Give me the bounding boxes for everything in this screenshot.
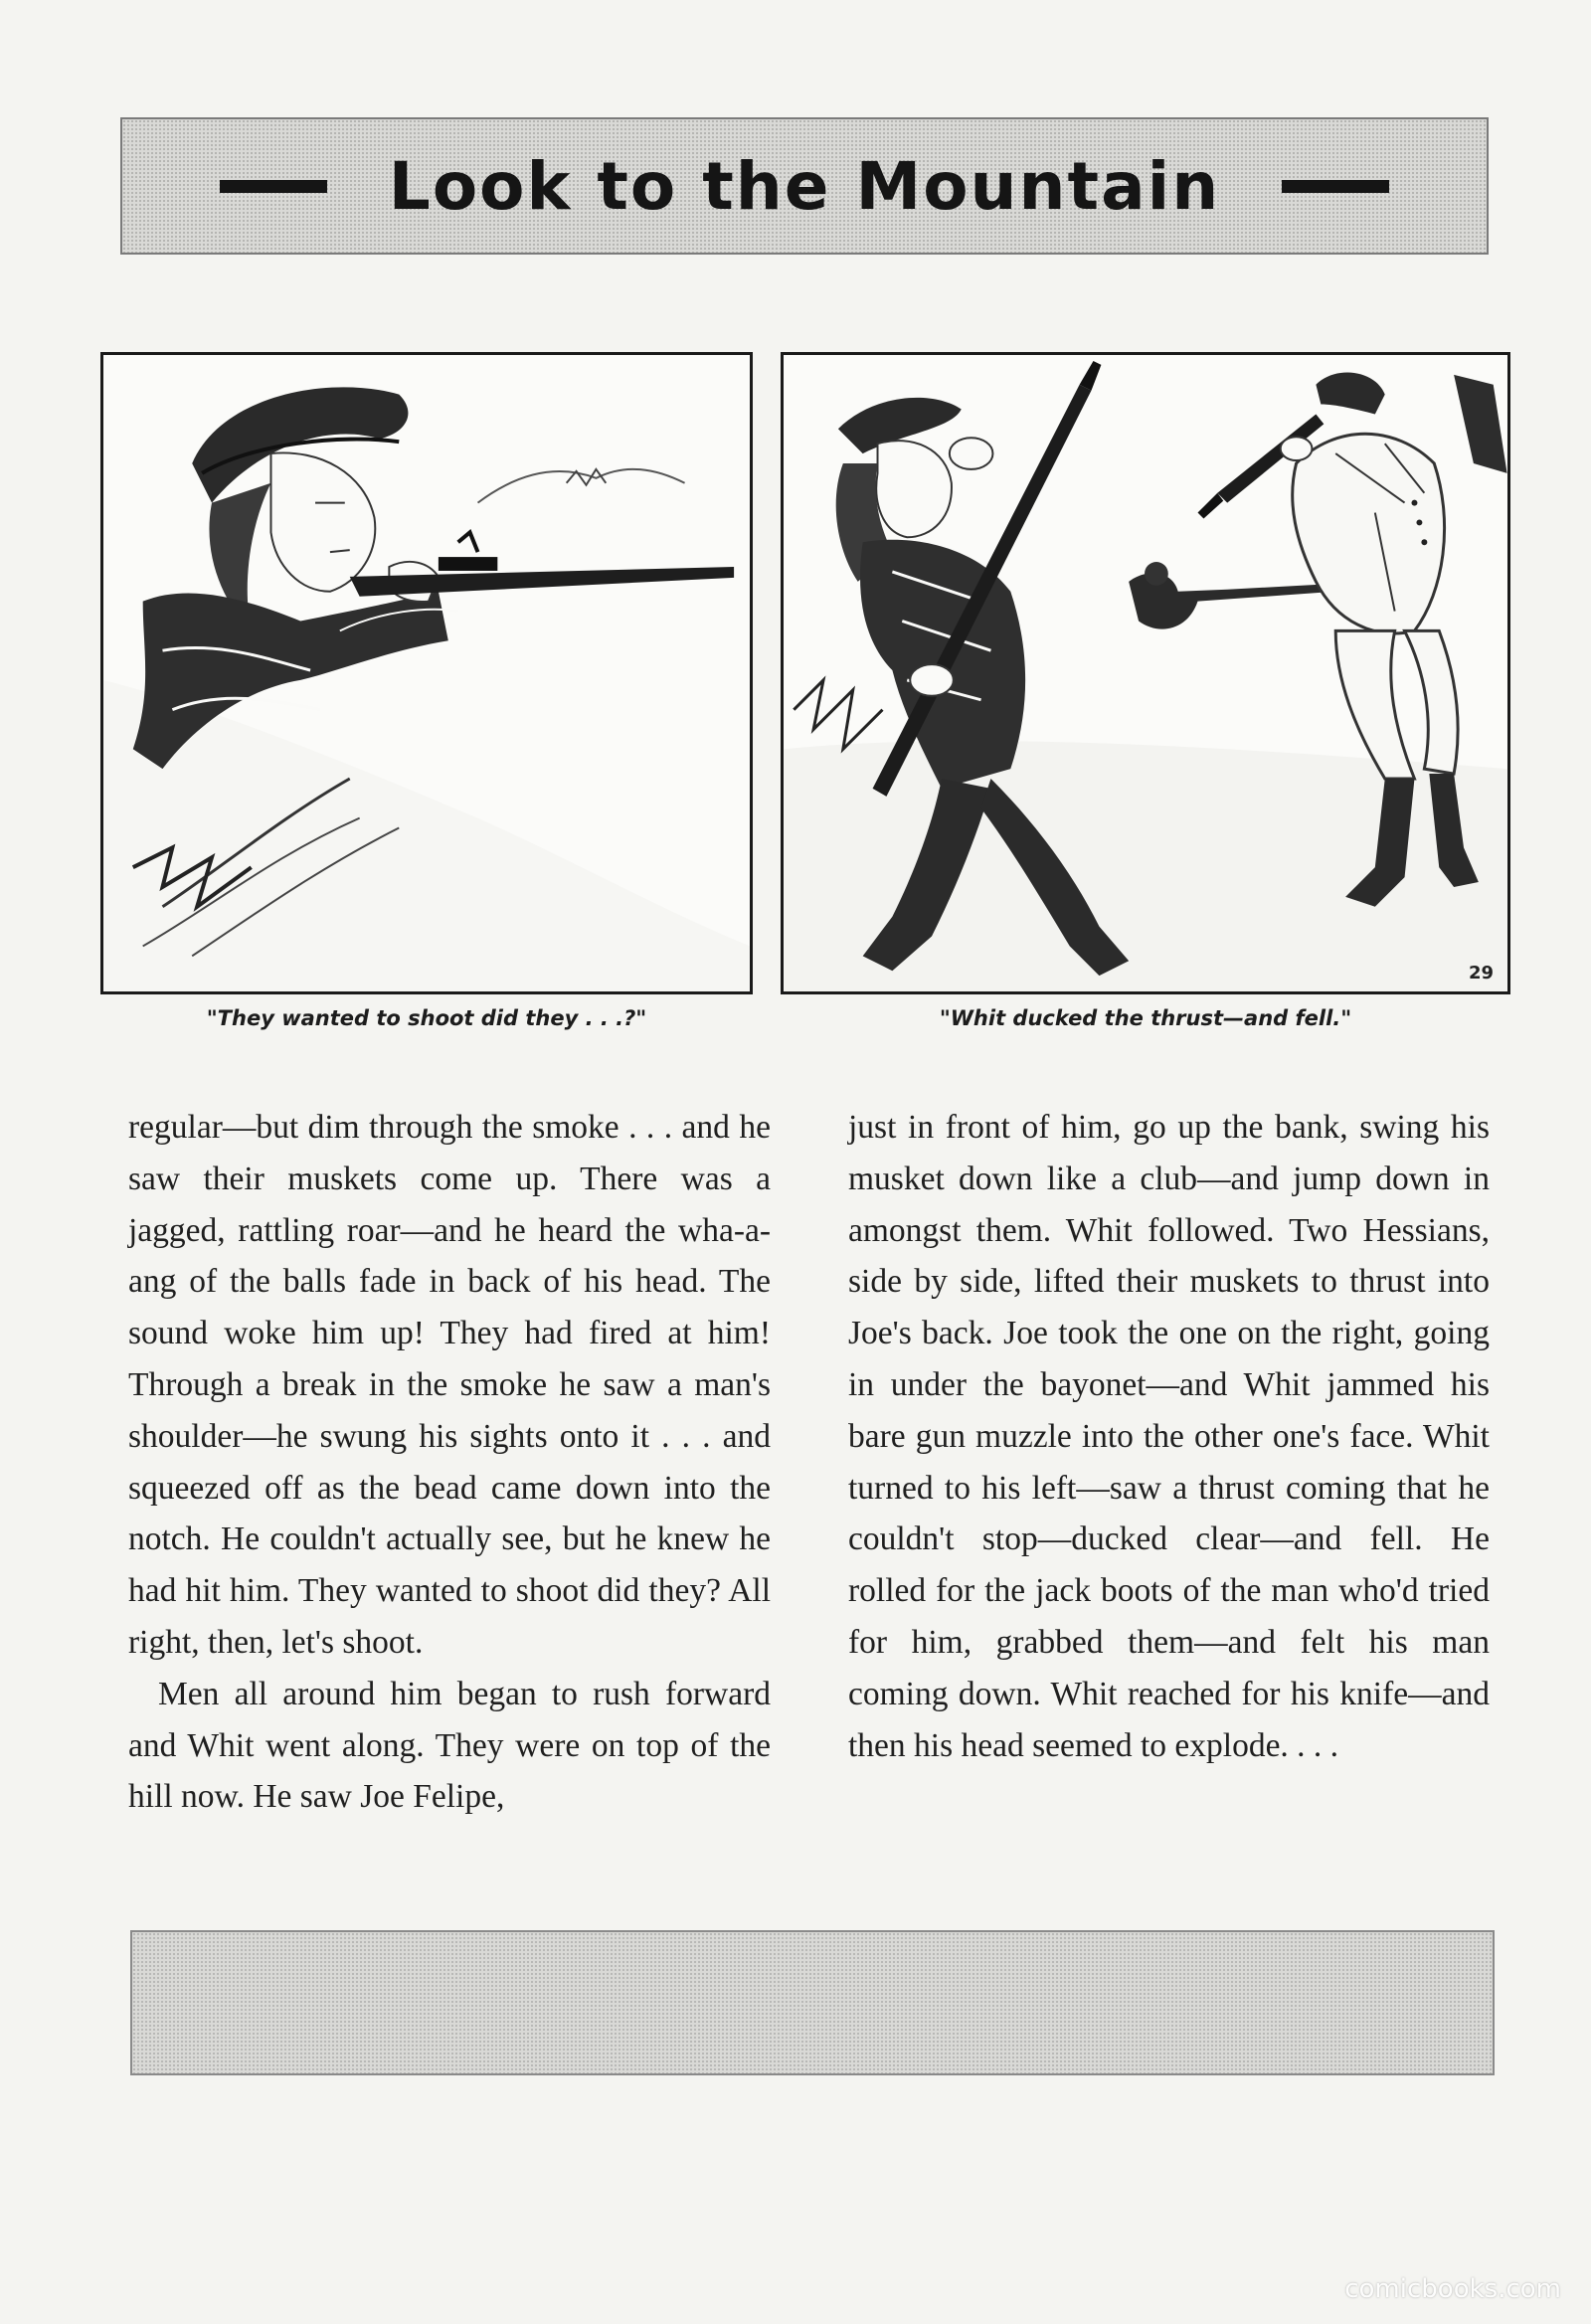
illustration-panel-2 [781, 352, 1510, 994]
panel-2-caption: "Whit ducked the thrust—and fell." [939, 1006, 1352, 1030]
rifleman-illustration [103, 355, 750, 991]
page-number: 29 [1468, 963, 1494, 983]
paragraph: regular—but dim through the smoke . . . and he saw their muskets come up. There was a jagged, rattling roar—and he heard the wha-a-ang of the balls fade in back of his head. The sound woke him up! They had fired at him! Through a break in the smoke he saw a man's shoulder—he swung his sights onto it . . . and squeezed off as the bead came down into the notch. He couldn't actually see, but he knew he had hit him. They wanted to shoot did they? All right, then, let's shoot. [128, 1109, 771, 1661]
watermark: comicbooks.com [1344, 2274, 1561, 2304]
title-banner [120, 117, 1489, 255]
bayonet-fight-illustration [784, 355, 1507, 991]
title-dash-right [1282, 180, 1389, 193]
panel-1-caption: "They wanted to shoot did they . . .?" [206, 1006, 647, 1030]
paragraph: just in front of him, go up the bank, swing his musket down like a club—and jump down in amongst them. Whit followed. Two Hessians, side by side, lifted their muskets to thrust into Joe's back. Joe took the one on the right, going in under the bayonet—and Whit jammed his bare gun muzzle into the other one's face. Whit turned to his left—saw a thrust coming that he couldn't stop—ducked clear—and fell. He rolled for the jack boots of the man who'd tried for him, grabbed them—and felt his man coming down. Whit reached for his knife—and then his head seemed to explode. . . . [848, 1109, 1490, 1764]
text-column-right [848, 1102, 1490, 1771]
text-column-left [128, 1102, 771, 1823]
bottom-banner [130, 1930, 1495, 2075]
title-dash-left [220, 180, 327, 193]
illustration-panel-1 [100, 352, 753, 994]
page-title: Look to the Mountain [388, 147, 1221, 225]
paragraph: Men all around him began to rush forward and Whit went along. They were on top of the hill now. He saw Joe Felipe, [128, 1675, 771, 1816]
